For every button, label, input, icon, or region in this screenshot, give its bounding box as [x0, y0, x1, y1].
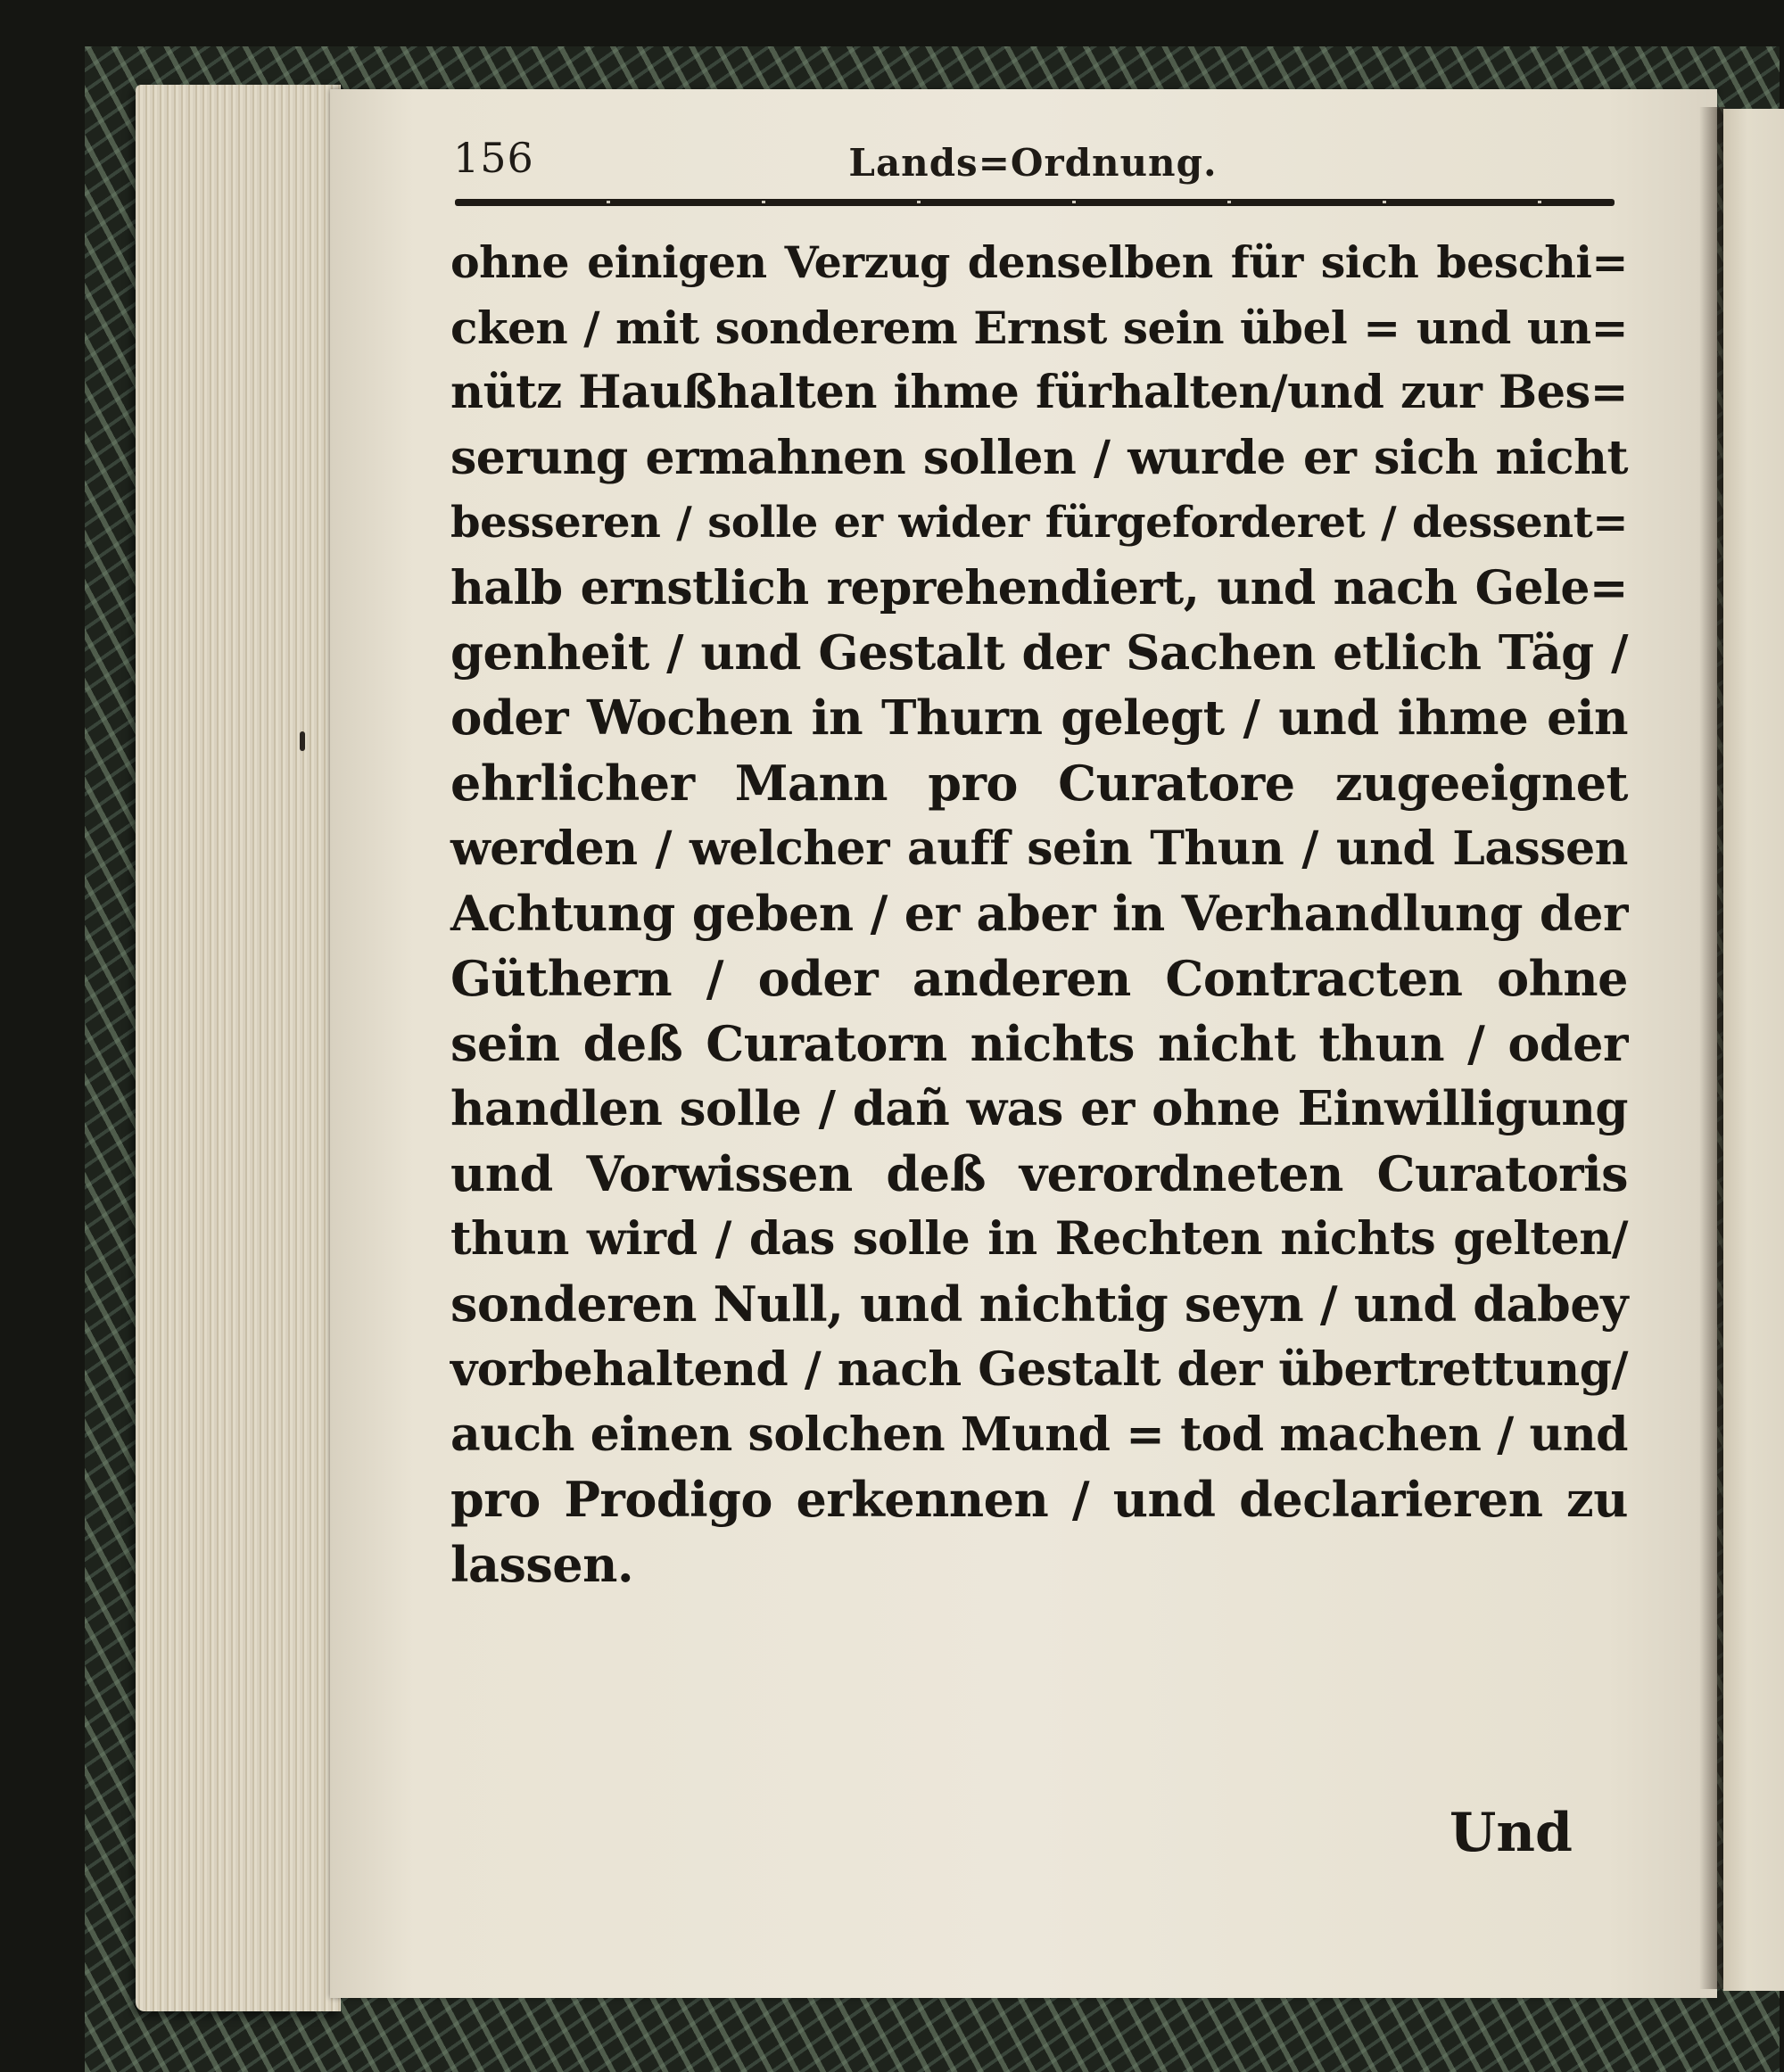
text-line: besseren / solle er wider fürgeforderet / dessent= — [450, 498, 1628, 548]
catchword: Und — [1450, 1802, 1573, 1864]
text-line: Achtung geben / er aber in Verhandlung der — [450, 885, 1628, 942]
gutter-shadow — [1699, 107, 1726, 1989]
text-line: sein deß Curatorn nichts nicht thun / oder — [450, 1015, 1628, 1072]
page-speck — [300, 731, 305, 751]
text-line: sonderen Null, und nichtig seyn / und dabey — [450, 1275, 1628, 1333]
text-line: nütz Haußhalten ihme fürhalten/und zur Bes= — [450, 366, 1628, 419]
text-line: thun wird / das solle in Rechten nichts gelten/ — [450, 1212, 1628, 1266]
running-head — [453, 134, 1613, 196]
text-line: handlen solle / dañ was er ohne Einwilligung — [450, 1081, 1628, 1136]
text-line: serung ermahnen sollen / wurde er sich nicht — [450, 431, 1628, 485]
body-text — [450, 230, 1628, 1597]
text-line: pro Prodigo erkennen / und declarieren zu — [450, 1471, 1628, 1528]
page-number: 156 — [453, 134, 534, 182]
text-line: ehrlicher Mann pro Curatore zugeeignet — [450, 755, 1628, 812]
text-line: Güthern / oder anderen Contracten ohne — [450, 950, 1628, 1007]
text-line: auch einen solchen Mund = tod machen / und — [450, 1407, 1628, 1462]
text-line: oder Wochen in Thurn gelegt / und ihme ein — [450, 690, 1628, 746]
text-line: und Vorwissen deß verordneten Curatoris — [450, 1145, 1628, 1202]
facing-page-edge — [1723, 109, 1784, 1991]
text-line: vorbehaltend / nach Gestalt der übertrettung/ — [450, 1342, 1628, 1397]
header-rule — [455, 199, 1615, 206]
text-line: lassen. — [450, 1536, 634, 1593]
page-block-edges — [136, 85, 341, 2011]
text-line: werden / welcher auff sein Thun / und Lassen — [450, 821, 1628, 876]
text-line: halb ernstlich reprehendiert, und nach Gele= — [450, 561, 1628, 615]
running-head-title: Lands=Ordnung. — [848, 141, 1218, 185]
text-line: ohne einigen Verzug denselben für sich beschi= — [450, 236, 1628, 288]
text-line: cken / mit sonderem Ernst sein übel = und un= — [450, 301, 1628, 354]
text-line: genheit / und Gestalt der Sachen etlich Täg / — [450, 625, 1628, 681]
